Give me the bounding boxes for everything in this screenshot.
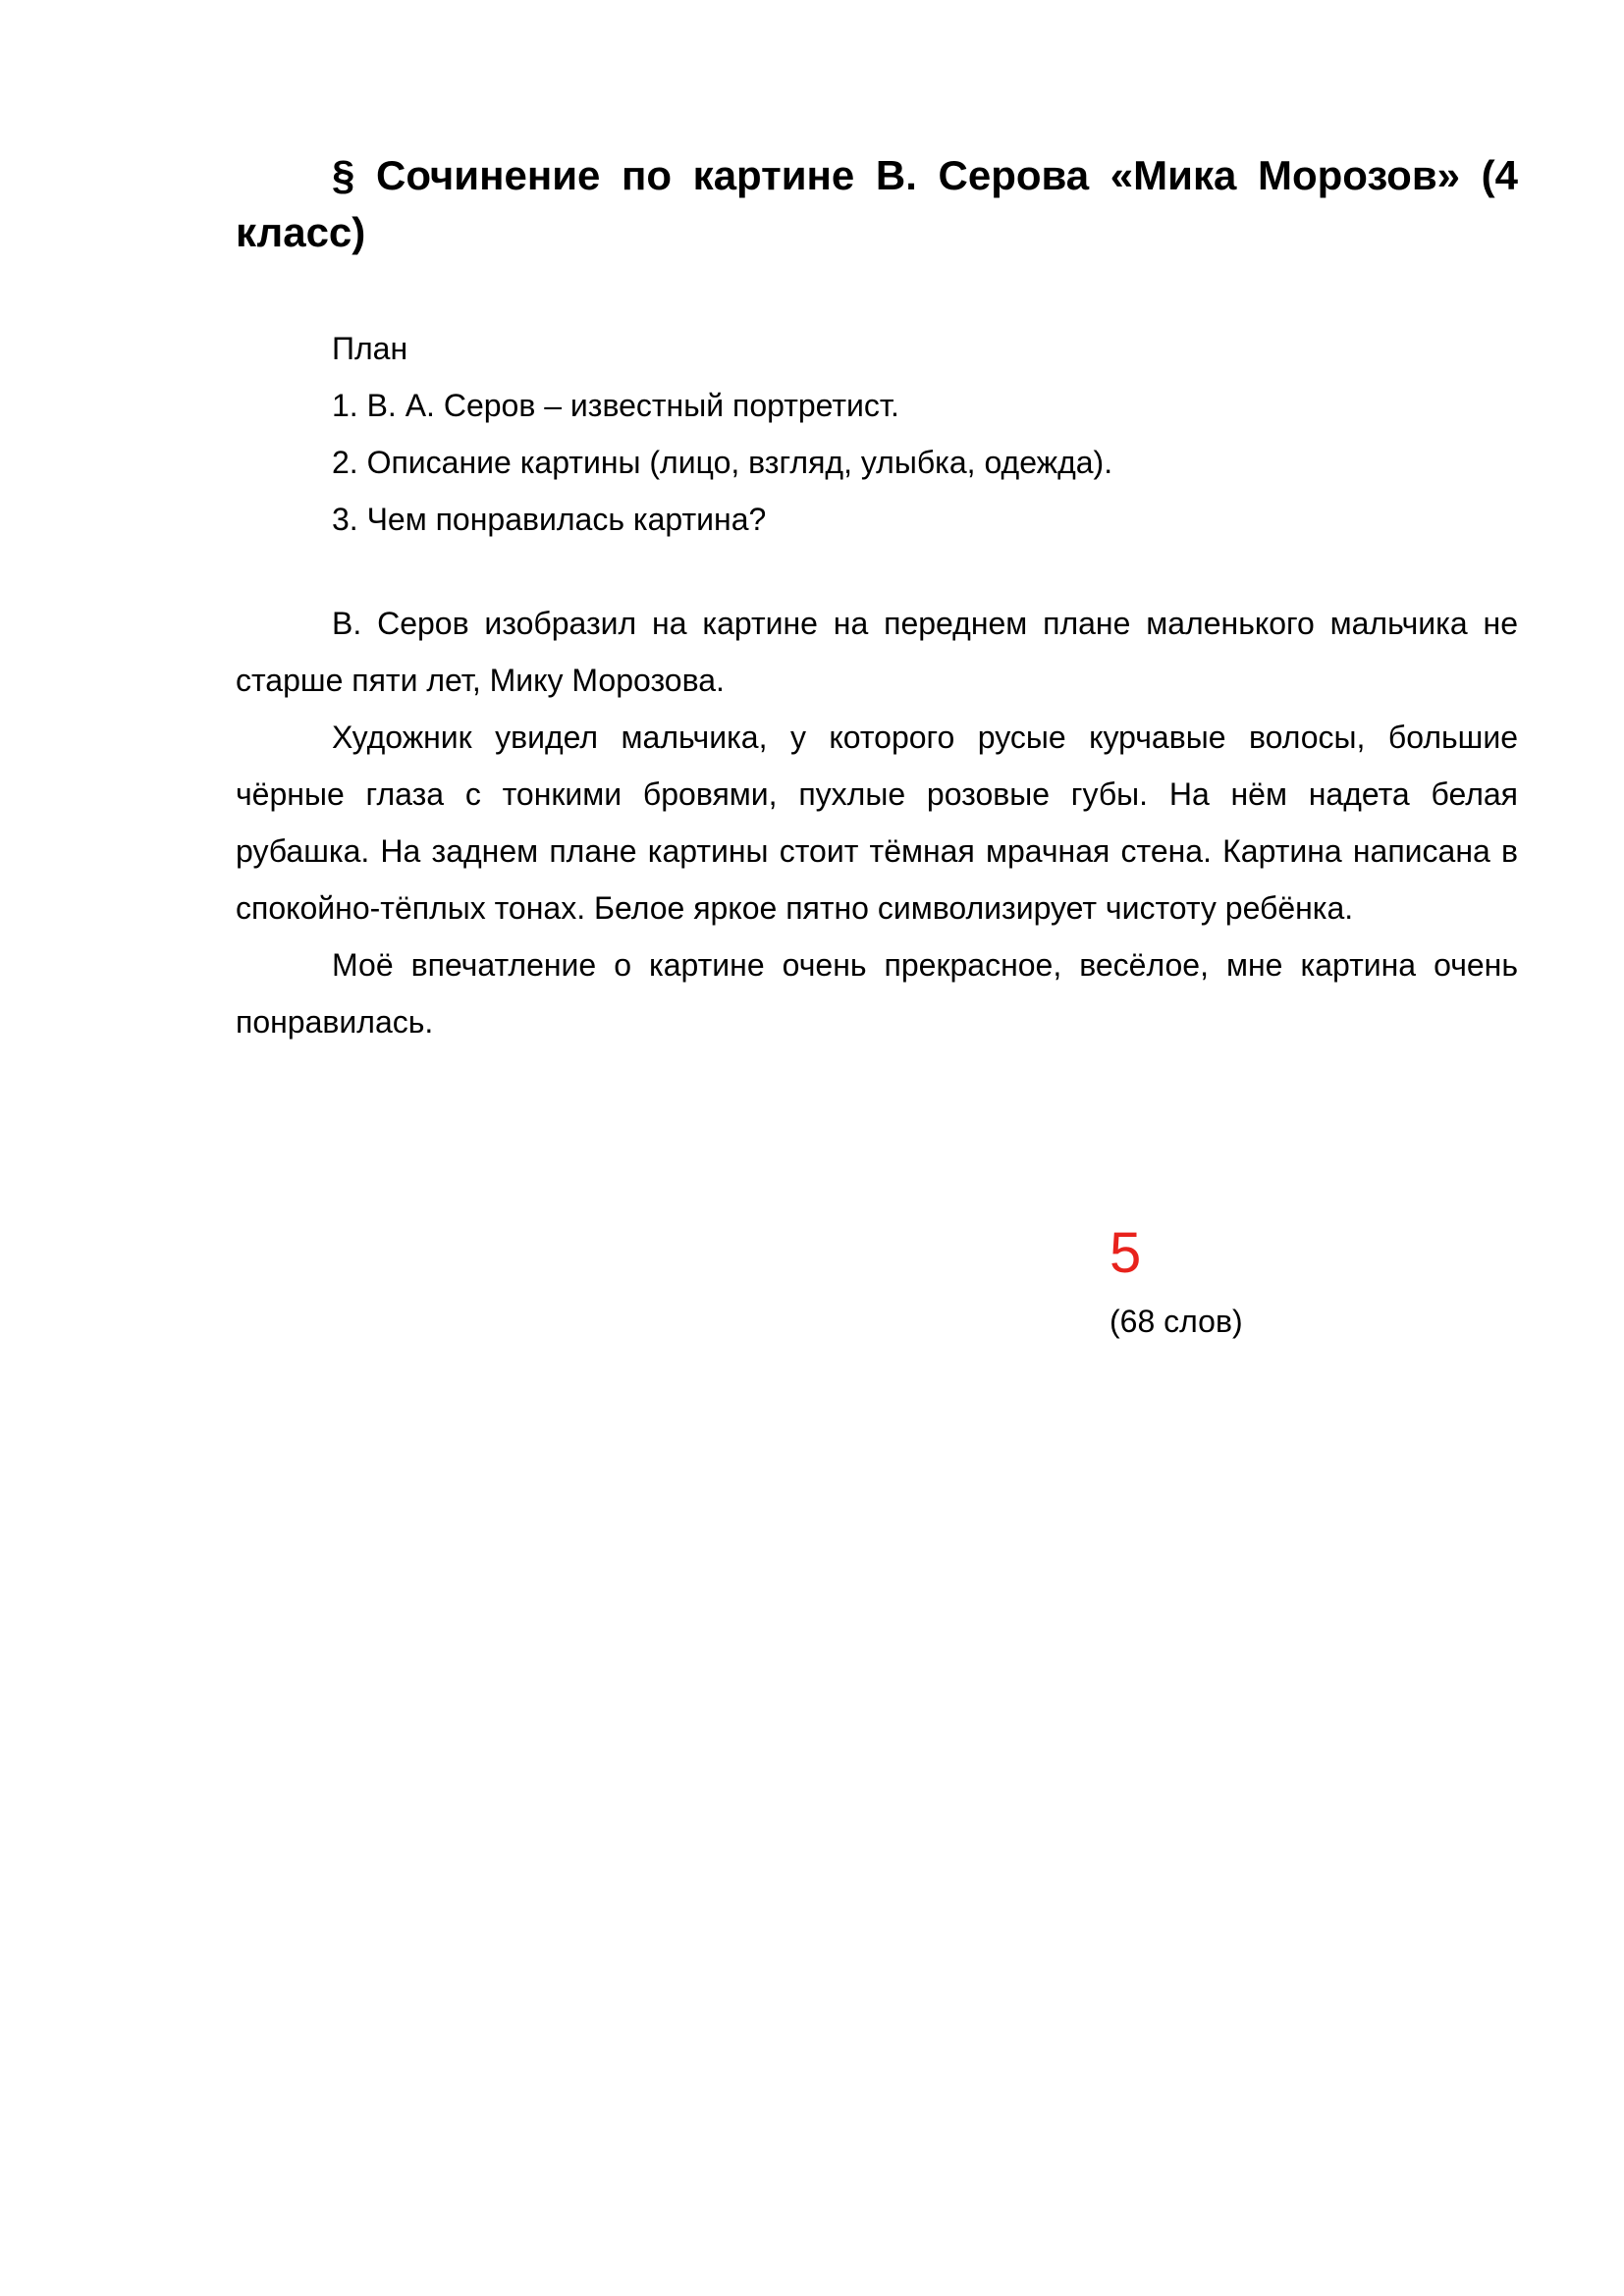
plan-heading: План (332, 331, 408, 366)
essay-paragraph: Художник увидел мальчика, у которого русые курчавые волосы, большие чёрные глаза с тонкими бровями, пухлые розовые губы. На нём надета белая рубашка. На заднем плане картины стоит тёмная мрачная стена. Картина написана в спокойно-тёплых тонах. Белое яркое пятно символизирует чистоту ребёнка. (236, 720, 1518, 926)
grade-block (1110, 1217, 1243, 1341)
plan-item: 2. Описание картины (лицо, взгляд, улыбка, одежда). (332, 445, 1113, 480)
plan-section (236, 320, 1518, 548)
essay-paragraph: В. Серов изобразил на картине на переднем плане маленького мальчика не старше пяти лет, Мику Морозова. (236, 606, 1518, 698)
plan-item: 3. Чем понравилась картина? (332, 502, 767, 537)
essay-paragraph: Моё впечатление о картине очень прекрасное, весёлое, мне картина очень понравилась. (236, 947, 1518, 1040)
essay-body (236, 595, 1518, 1050)
document-page (236, 147, 1518, 1050)
word-count: (68 слов) (1110, 1304, 1243, 1339)
document-title: § Сочинение по картине В. Серова «Мика Морозов» (4 класс) (236, 152, 1518, 255)
grade-mark: 5 (1110, 1221, 1142, 1285)
plan-item: 1. В. А. Серов – известный портретист. (332, 388, 899, 423)
